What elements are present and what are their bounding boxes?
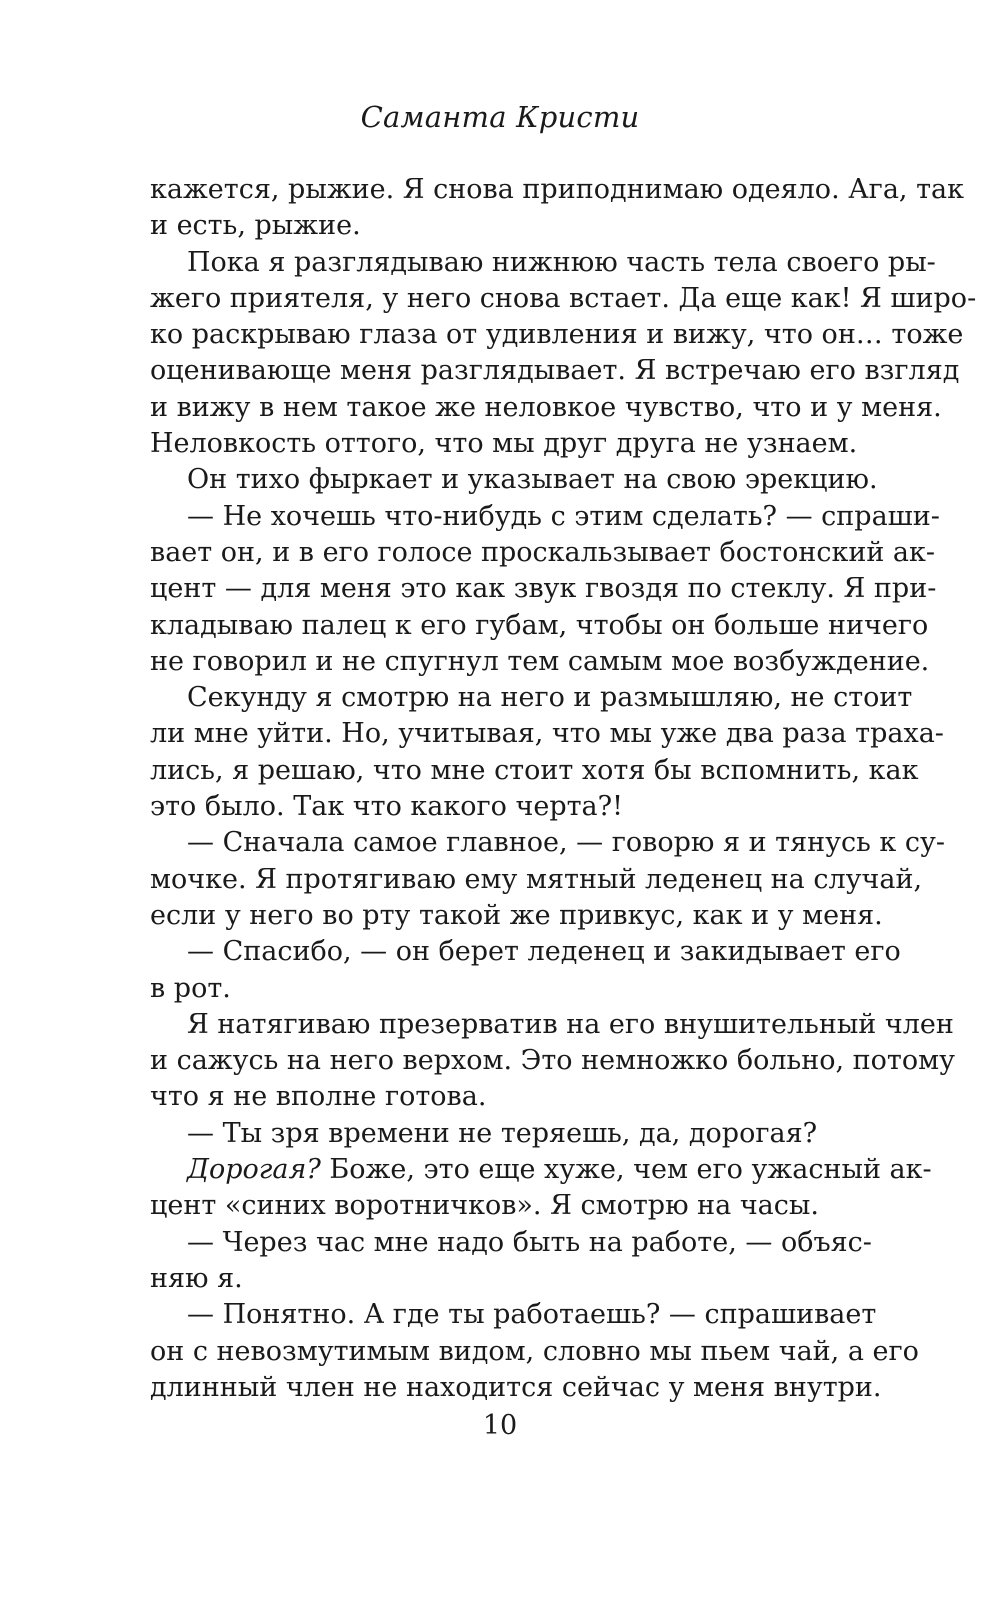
text-line: Секунду я смотрю на него и размышляю, не стоит bbox=[187, 682, 913, 714]
text-line: — Понятно. А где ты работаешь? — спрашивает bbox=[187, 1299, 877, 1331]
text-line-rest: Боже, это еще хуже, чем его ужасный ак- bbox=[320, 1154, 932, 1186]
text-line: это было. Так что какого черта?! bbox=[150, 791, 623, 823]
text-line: — Не хочешь что-нибудь с этим сделать? — спраши- bbox=[187, 500, 940, 532]
text-line: в рот. bbox=[150, 972, 231, 1004]
text-line: — Сначала самое главное, — говорю я и тянусь к су- bbox=[187, 827, 945, 859]
text-line: если у него во рту такой же привкус, как и у меня. bbox=[150, 899, 883, 931]
emphasis-word: Дорогая? bbox=[187, 1154, 321, 1186]
text-line: вает он, и в его голосе проскальзывает бостонский ак- bbox=[150, 536, 936, 568]
text-line: кажется, рыжие. Я снова приподнимаю одеяло. Ага, так bbox=[150, 174, 964, 205]
text-line: — Спасибо, — он берет леденец и закидывает его bbox=[187, 936, 901, 968]
text-line: Я натягиваю презерватив на его внушительный член bbox=[187, 1008, 954, 1040]
text-line: он с невозмутимым видом, словно мы пьем чай, а его bbox=[150, 1335, 919, 1367]
text-line: мочке. Я протягиваю ему мятный леденец на случай, bbox=[150, 863, 923, 895]
text-line: и есть, рыжие. bbox=[150, 210, 361, 242]
text-line: и вижу в нем такое же неловкое чувство, что и у меня. bbox=[150, 391, 942, 423]
text-line: цент «синих воротничков». Я смотрю на часы. bbox=[150, 1190, 819, 1222]
text-line: длинный член не находится сейчас у меня внутри. bbox=[150, 1371, 882, 1403]
text-line: и сажусь на него верхом. Это немножко больно, потому bbox=[150, 1045, 955, 1077]
page-number: 10 bbox=[482, 1410, 518, 1441]
text-line: ко раскрываю глаза от удивления и вижу, что он… тоже bbox=[150, 319, 964, 351]
text-line: — Ты зря времени не теряешь, да, дорогая? bbox=[187, 1117, 818, 1149]
text-line: кладываю палец к его губам, чтобы он больше ничего bbox=[150, 609, 929, 641]
text-line: няю я. bbox=[150, 1262, 243, 1294]
text-line: лись, я решаю, что мне стоит хотя бы вспомнить, как bbox=[150, 754, 919, 786]
body-text bbox=[150, 172, 977, 1406]
text-line: цент — для меня это как звук гвоздя по стеклу. Я при- bbox=[150, 573, 937, 605]
text-line: — Через час мне надо быть на работе, — объяс- bbox=[187, 1226, 872, 1258]
text-line: что я не вполне готова. bbox=[150, 1081, 487, 1113]
text-line: оценивающе меня разглядывает. Я встречаю его взгляд bbox=[150, 355, 960, 387]
text-line: ли мне уйти. Но, учитывая, что мы уже два раза траха- bbox=[150, 718, 944, 750]
text-line: жего приятеля, у него снова встает. Да еще как! Я широ- bbox=[150, 282, 977, 314]
text-line: Пока я разглядываю нижнюю часть тела своего ры- bbox=[187, 246, 936, 278]
text-line: не говорил и не спугнул тем самым мое возбуждение. bbox=[150, 645, 930, 677]
text-line: Он тихо фыркает и указывает на свою эрекцию. bbox=[187, 464, 878, 496]
running-header-author: Саманта Кристи bbox=[360, 100, 640, 134]
text-line-with-emphasis bbox=[150, 1152, 932, 1188]
text-line: Неловкость оттого, что мы друг друга не узнаем. bbox=[150, 428, 858, 460]
